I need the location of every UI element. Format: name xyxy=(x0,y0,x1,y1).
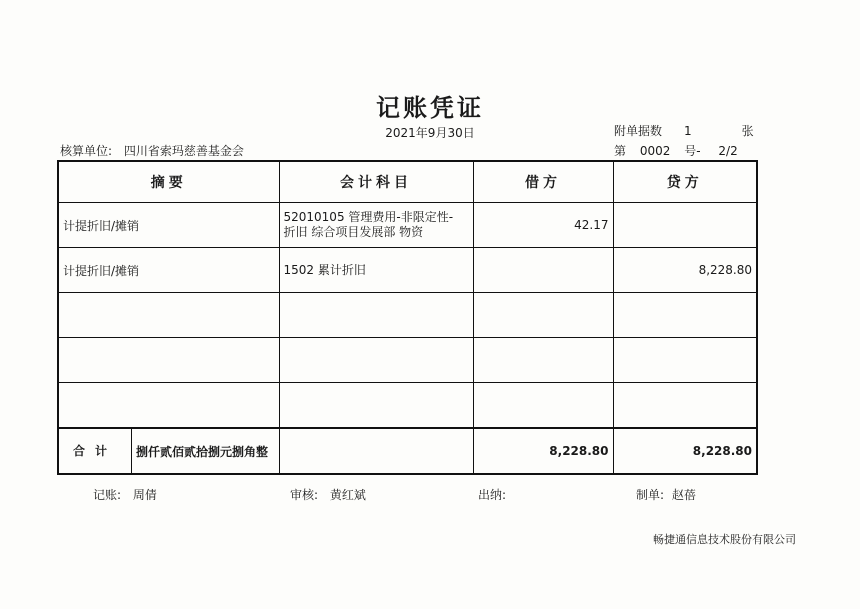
voucher-table xyxy=(57,160,758,475)
header-account: 会计科目 xyxy=(279,161,473,203)
attachment-count: 1 xyxy=(684,124,692,138)
total-cell xyxy=(58,428,279,474)
row-account-line2: 折旧 综合项目发展部 物资 xyxy=(283,225,424,239)
software-vendor: 畅捷通信息技术股份有限公司 xyxy=(653,533,796,546)
row-credit xyxy=(613,338,757,383)
signature-preparer xyxy=(636,486,696,503)
row-debit xyxy=(473,248,613,293)
total-spacer xyxy=(279,428,473,474)
signature-reviewer xyxy=(290,486,366,503)
reviewer-label: 审核: xyxy=(290,488,319,502)
row-credit xyxy=(613,383,757,429)
voucher-page: 2/2 xyxy=(718,144,738,158)
row-summary xyxy=(58,338,279,383)
table-row xyxy=(58,248,757,293)
row-credit xyxy=(613,203,757,248)
row-account-line1: 52010105 管理费用-非限定性- xyxy=(283,210,454,224)
row-credit: 8,228.80 xyxy=(613,248,757,293)
row-summary: 计提折旧/摊销 xyxy=(58,203,279,248)
table-row xyxy=(58,293,757,338)
voucher-number-prefix: 第 xyxy=(614,144,627,158)
voucher-number xyxy=(614,142,738,159)
voucher-date: 2021年9月30日 xyxy=(385,126,475,140)
row-account xyxy=(279,338,473,383)
header-credit: 贷方 xyxy=(613,161,757,203)
total-label: 合计 xyxy=(59,429,132,473)
header-debit: 借方 xyxy=(473,161,613,203)
row-account xyxy=(279,203,473,248)
row-debit xyxy=(473,293,613,338)
row-account xyxy=(279,248,473,293)
reviewer-name: 黄红斌 xyxy=(329,488,366,502)
header-summary: 摘要 xyxy=(58,161,279,203)
table-row xyxy=(58,383,757,429)
accounting-unit-name: 四川省索玛慈善基金会 xyxy=(123,144,244,158)
attachment-label: 附单据数 xyxy=(614,124,663,138)
row-account-line1: 1502 累计折旧 xyxy=(283,262,366,277)
row-summary: 计提折旧/摊销 xyxy=(58,248,279,293)
row-debit xyxy=(473,383,613,429)
table-row xyxy=(58,338,757,383)
row-account xyxy=(279,293,473,338)
total-row xyxy=(58,428,757,474)
preparer-name: 赵蓓 xyxy=(671,488,696,502)
table-header-row xyxy=(58,161,757,203)
total-credit: 8,228.80 xyxy=(613,428,757,474)
voucher-number-suffix: 号- xyxy=(684,144,701,158)
row-summary xyxy=(58,383,279,429)
row-credit xyxy=(613,293,757,338)
attachment-info xyxy=(614,122,754,139)
preparer-label: 制单: xyxy=(636,488,665,502)
row-account xyxy=(279,383,473,429)
attachment-unit: 张 xyxy=(741,124,754,138)
row-summary xyxy=(58,293,279,338)
total-debit: 8,228.80 xyxy=(473,428,613,474)
row-debit xyxy=(473,338,613,383)
signature-bookkeeper xyxy=(93,486,157,503)
signature-cashier xyxy=(478,486,514,503)
total-amount-words: 捌仟贰佰贰拾捌元捌角整 xyxy=(136,444,269,459)
bookkeeper-label: 记账: xyxy=(93,488,122,502)
voucher-number-value: 0002 xyxy=(639,144,671,158)
accounting-unit-label: 核算单位: xyxy=(60,144,113,158)
voucher-title: 记账凭证 xyxy=(376,94,484,122)
bookkeeper-name: 周倩 xyxy=(132,488,157,502)
accounting-unit xyxy=(60,142,244,159)
cashier-label: 出纳: xyxy=(478,488,507,502)
row-debit: 42.17 xyxy=(473,203,613,248)
table-row xyxy=(58,203,757,248)
